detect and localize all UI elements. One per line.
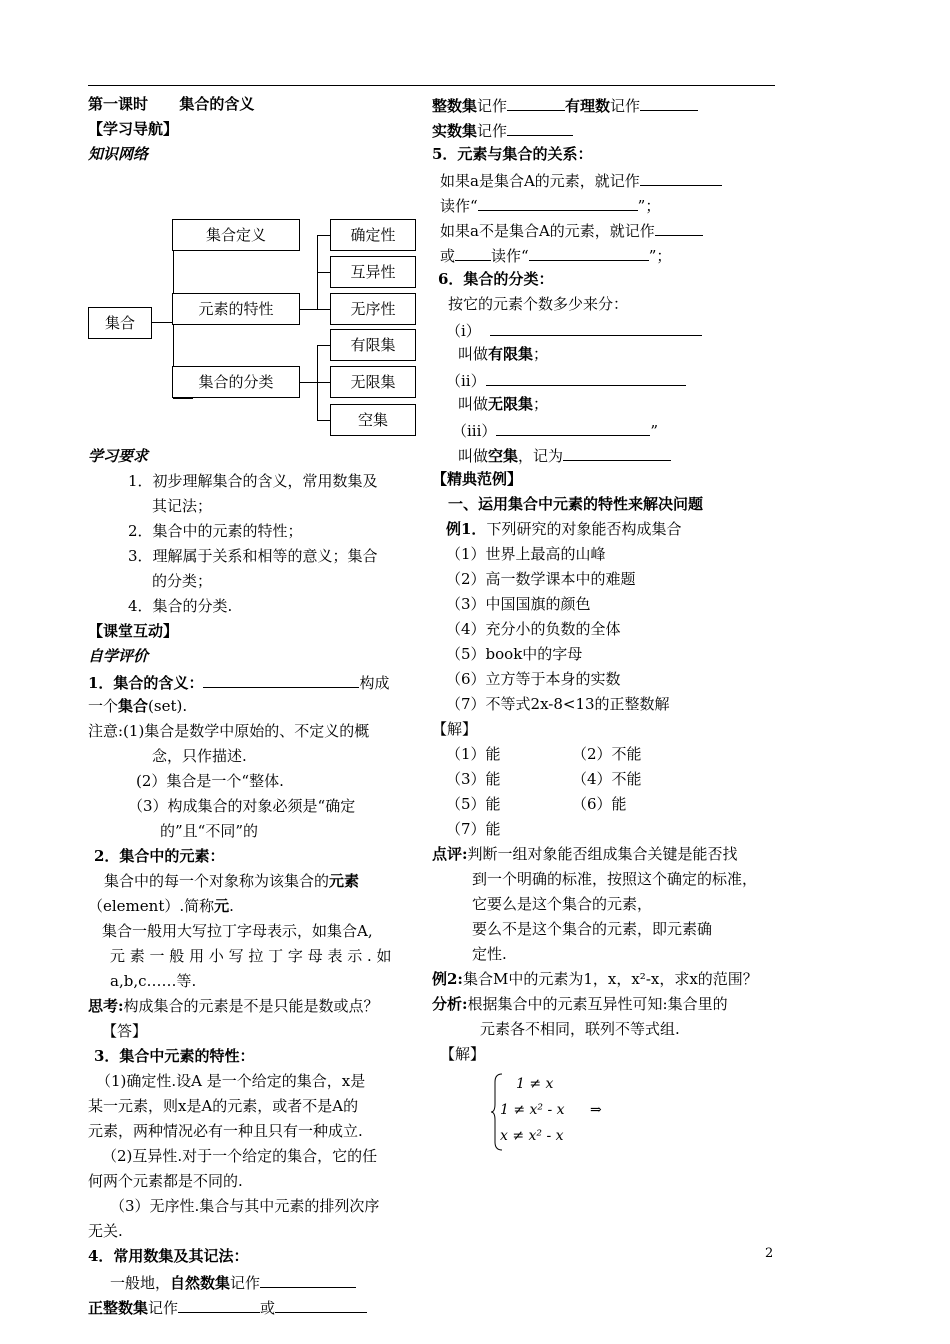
knowledge-diagram: [88, 169, 418, 429]
comment-line: 定性.: [472, 945, 507, 963]
examples-subheading: 一、运用集合中元素的特性来解决问题: [448, 495, 704, 513]
box-distinctness: 互异性: [330, 256, 416, 288]
classification-line: 按它的元素个数多少来分：: [448, 295, 629, 313]
solution-row: （1）能 （2）不能: [446, 745, 642, 763]
box-kinds: 集合的分类: [172, 366, 300, 398]
element-line: 元 素 一 般 用 小 写 拉 丁 字 母 表 示 . 如: [110, 947, 392, 965]
nav-heading: 【学习导航】: [88, 120, 179, 138]
note-line: 注意:(1)集合是数学中原始的、不定义的概: [88, 722, 370, 740]
set-meaning: 1．集合的含义： 构成: [88, 669, 413, 694]
reals-line: 实数集记作: [432, 117, 792, 142]
classification-iii: （iii） ”: [432, 417, 792, 442]
comment-line: 到一个明确的标准，按照这个确定的标准，: [472, 870, 758, 888]
trait-line: 某一元素，则x是A的元素，或者不是A的: [88, 1097, 359, 1115]
inequality-system: [490, 1072, 620, 1152]
box-unordered: 无序性: [330, 293, 416, 325]
analysis-line: 元素各不相同，联列不等式组.: [480, 1020, 680, 1038]
class-heading: 【课堂互动】: [88, 622, 179, 640]
box-determinacy: 确定性: [330, 219, 416, 251]
req-line: 3．理解属于关系和相等的意义；集合: [128, 547, 378, 565]
membership-heading: 5．元素与集合的关系：: [432, 145, 593, 163]
set-meaning-cont: 一个集合(set).: [88, 697, 188, 715]
element-line: a,b,c……等.: [110, 972, 197, 990]
left-column: [88, 92, 413, 1319]
example1-item: （4）充分小的负数的全体: [446, 620, 621, 638]
example1-item: （2）高一数学课本中的难题: [446, 570, 636, 588]
classification-ii: （ii）: [432, 367, 792, 392]
infinite-line: 叫做无限集；: [458, 395, 549, 413]
page-number: 2: [765, 1246, 774, 1261]
box-finite: 有限集: [330, 329, 416, 361]
lesson-title: 第一课时 集合的含义: [88, 95, 255, 113]
example2-line: 例2:集合M中的元素为1，x，x²-x，求x的范围？: [432, 970, 758, 988]
comment-line: 要么不是这个集合的元素，即元素确: [472, 920, 713, 938]
note-line: (2）集合是一个“整体.: [136, 772, 284, 790]
trait-line: 无关.: [88, 1222, 123, 1240]
example1-item: （6）立方等于本身的实数: [446, 670, 621, 688]
example1-item: （1）世界上最高的山峰: [446, 545, 606, 563]
comment-line: 点评:判断一组对象能否组成集合关键是能否找: [432, 845, 738, 863]
box-root: 集合: [88, 307, 152, 339]
example1-line: 例1．下列研究的对象能否构成集合: [446, 520, 682, 538]
network-heading: 知识网络: [88, 145, 149, 163]
example1-item: （3）中国国旗的颜色: [446, 595, 591, 613]
natural-numbers-line: 一般地，自然数集记作: [88, 1269, 413, 1294]
box-definition: 集合定义: [172, 219, 300, 251]
positive-integers-line: 正整数集记作 或: [88, 1294, 413, 1319]
header-rule: [88, 85, 775, 86]
trait-line: （3）无序性.集合与其中元素的排列次序: [110, 1197, 380, 1215]
ineq-1: 1 ≠ x: [516, 1076, 554, 1092]
trait-line: 何两个元素都是不同的.: [88, 1172, 243, 1190]
req-line: 4．集合的分类.: [128, 597, 233, 615]
box-empty: 空集: [330, 404, 416, 436]
note-line: （3）构成集合的对象必须是“确定: [128, 797, 356, 815]
answer-label: 【答】: [102, 1022, 148, 1040]
membership-line: 或 读作“ ”；: [432, 242, 792, 267]
example1-item: （5）book中的字母: [446, 645, 583, 663]
note-line: 念，只作描述.: [152, 747, 247, 765]
solution-row: （3）能 （4）不能: [446, 770, 642, 788]
trait-line: （1)确定性.设A 是一个给定的集合，x是: [96, 1072, 366, 1090]
solution2-label: 【解】: [440, 1045, 486, 1063]
trait-line: （2)互异性.对于一个给定的集合，它的任: [102, 1147, 378, 1165]
analysis-line: 分析:根据集合中的元素互异性可知:集合里的: [432, 995, 728, 1013]
membership-line: 读作“ ”；: [432, 192, 792, 217]
ineq-2: 1 ≠ x² - x: [500, 1102, 565, 1118]
trait-line: 元素，两种情况必有一种且只有一种成立.: [88, 1122, 363, 1140]
traits-heading: 3．集合中元素的特性：: [94, 1047, 255, 1065]
membership-line: 如果a是集合A的元素，就记作: [432, 167, 792, 192]
solution-row: （5）能 （6）能: [446, 795, 627, 813]
element-heading: 2．集合中的元素：: [94, 847, 225, 865]
element-line: （element）.简称元.: [88, 897, 234, 915]
examples-heading: 【精典范例】: [432, 470, 523, 488]
self-eval-heading: 自学评价: [88, 647, 149, 665]
solution-row: （7）能: [446, 820, 501, 838]
note-line: 的”且“不同”的: [160, 822, 259, 840]
right-column: [432, 92, 792, 1067]
element-line: 集合一般用大写拉丁字母表示，如集合A,: [102, 922, 373, 940]
integers-line: 整数集记作 有理数记作: [432, 92, 792, 117]
implies-icon: ⇒: [590, 1102, 602, 1118]
element-line: 集合中的每一个对象称为该集合的元素: [104, 872, 360, 890]
req-line: 其记法；: [152, 497, 213, 515]
solution-label: 【解】: [432, 720, 478, 738]
box-traits: 元素的特性: [172, 293, 300, 325]
finite-line: 叫做有限集；: [458, 345, 549, 363]
example1-item: （7）不等式2x-8<13的正整数解: [446, 695, 670, 713]
think-line: 思考:构成集合的元素是不是只能是数或点？: [88, 997, 379, 1015]
req-line: 的分类；: [152, 572, 213, 590]
number-sets-heading: 4．常用数集及其记法：: [88, 1247, 249, 1265]
membership-line: 如果a不是集合A的元素，就记作: [432, 217, 792, 242]
requirements-heading: 学习要求: [88, 447, 149, 465]
req-line: 1．初步理解集合的含义，常用数集及: [128, 472, 378, 490]
comment-line: 它要么是这个集合的元素，: [472, 895, 653, 913]
ineq-3: x ≠ x² - x: [500, 1128, 564, 1144]
req-line: 2．集合中的元素的特性；: [128, 522, 303, 540]
classification-i: （i）: [432, 317, 792, 342]
empty-set-line: 叫做空集，记为: [432, 442, 792, 467]
box-infinite: 无限集: [330, 366, 416, 398]
classification-heading: 6．集合的分类：: [438, 270, 554, 288]
